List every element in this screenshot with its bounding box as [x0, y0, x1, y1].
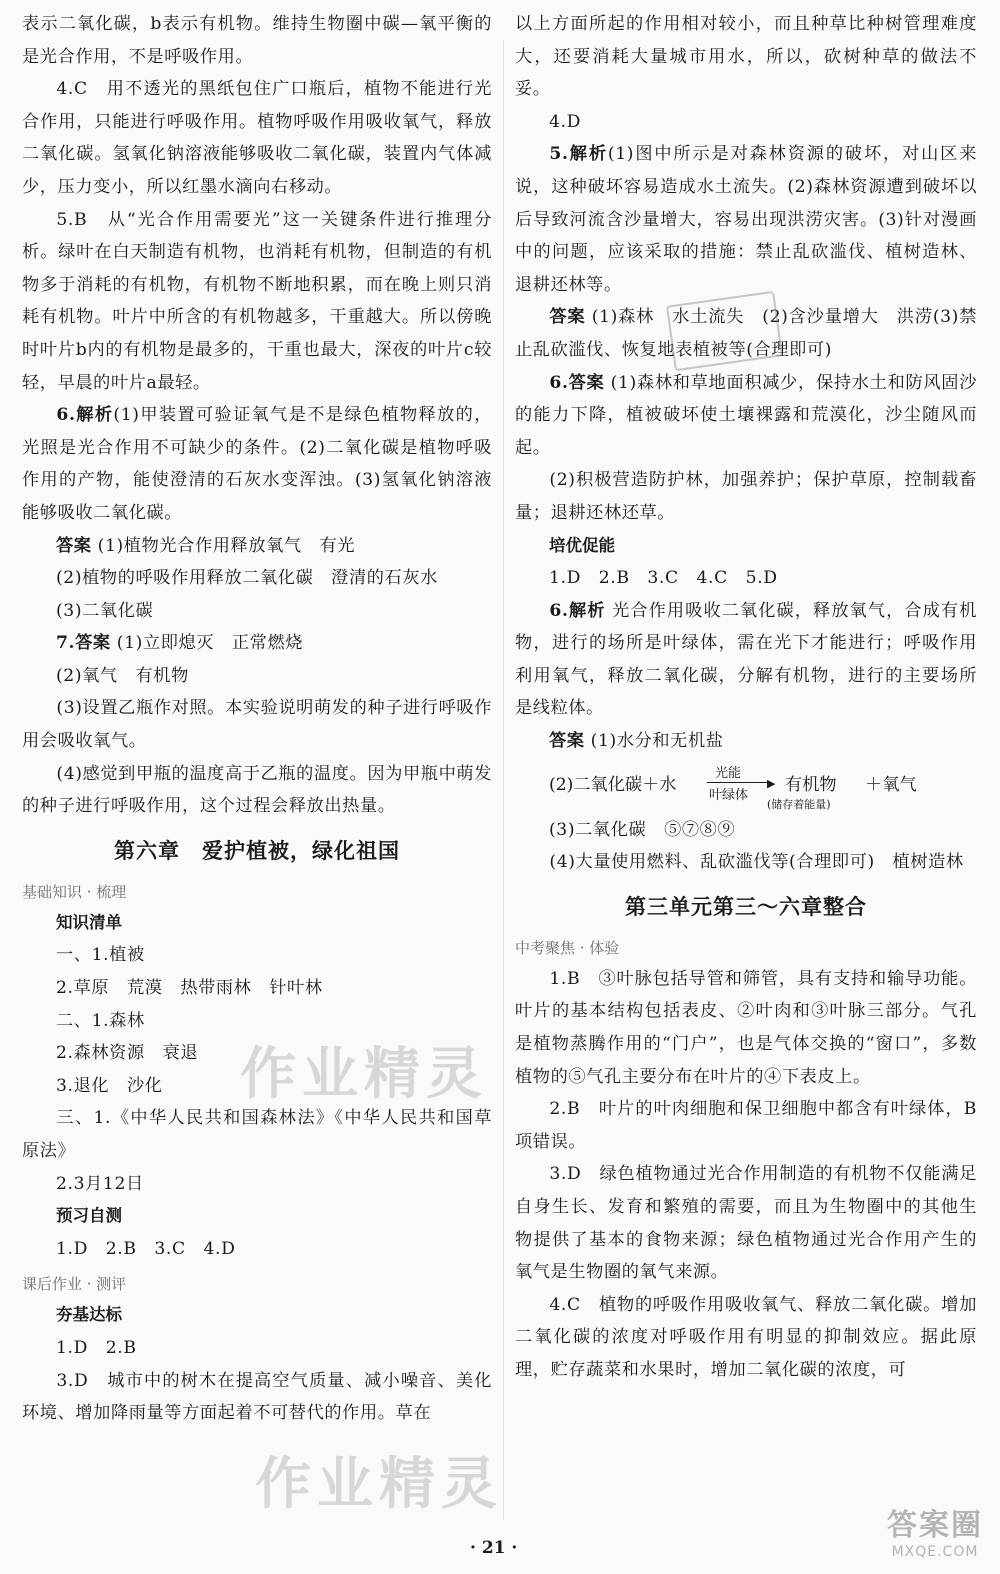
- exam-item-4: 4.C 植物的呼吸作用吸收氧气、释放二氧化碳。增加二氧化碳的浓度对呼吸作用有明显的抑制效应。据此原理，贮存蔬菜和水果时，增加二氧化碳的浓度，可: [515, 1294, 977, 1380]
- paragraph: 表示二氧化碳，b表示有机物。维持生物圈中碳—氧平衡的是光合作用，不是呼吸作用。: [22, 14, 492, 67]
- site-logo: [880, 1500, 990, 1560]
- answer-item-6b: [515, 595, 977, 725]
- section-tag: 中考聚焦 · 体验: [515, 938, 620, 957]
- item-text: (1)甲装置可验证氧气是不是绿色植物释放的，光照是光合作用不可缺少的条件。(2)二氧化碳是植物呼吸作用的产物，能使澄清的石灰水变浑浊。(3)氢氧化钠溶液能够吸收二氧化碳。: [22, 405, 492, 523]
- subsection-title: 知识清单: [56, 912, 122, 932]
- answer-item-4: 4.C 用不透光的黑纸包住广口瓶后，植物不能进行光合作用，只能进行呼吸作用。植物呼吸作用吸收氧气，释放二氧化碳。氢氧化钠溶液能够吸收二氧化碳，装置内气体减少，压力变小，所以红墨水滴向右移动。: [22, 79, 492, 197]
- formula-reactants: (2)二氧化碳＋水: [549, 774, 677, 795]
- subsection-title: 夯基达标: [56, 1305, 122, 1325]
- answer-item-5: 5.B 从“光合作用需要光”这一关键条件进行推理分析。绿叶在白天制造有机物，也消耗有机物，但制造的有机物多于消耗的有机物，有机物不断地积累，而在晚上则只消耗有机物。叶片中所含的有机物越多，干重越大。所以傍晚时叶片b内的有机物是最多的，干重也最大，深夜的叶片c较轻，早晨的叶片a最轻。: [22, 209, 492, 393]
- page-number: · 21 ·: [470, 1538, 518, 1558]
- exam-item-1: 1.B ③叶脉包括导管和筛管，具有支持和输导功能。叶片的基本结构包括表皮、②叶肉和③叶脉三部分。气孔是植物蒸腾作用的“门户”，也是气体交换的“窗口”，多数植物的⑤气孔主要分布在叶片的④下表皮上。: [515, 968, 977, 1087]
- answer-line: [22, 530, 492, 563]
- answer-text: (1)立即熄灭 正常燃烧: [116, 633, 304, 654]
- left-column: [22, 8, 492, 1430]
- item-text: (1)图中所示是对森林资源的破坏，对山区来说，这种破坏容易造成水土流失。(2)森林资源遭到破坏以后导致河流含沙量增大，容易出现洪涝灾害。(3)针对漫画中的问题，应该采取的措施：禁止乱砍滥伐、植树造林、退耕还林等。: [515, 144, 977, 295]
- column-divider: [503, 40, 504, 1520]
- answer-line: (4)感觉到甲瓶的温度高于乙瓶的温度。因为甲瓶中萌发的种子进行呼吸作用，这个过程会释放出热量。: [22, 763, 492, 817]
- arrow-head-icon: ▶: [767, 776, 776, 790]
- answer-item-3: 3.D 城市中的树木在提高空气质量、减小噪音、美化环境、增加降雨量等方面起着不可替代的作用。草在: [22, 1370, 492, 1424]
- list-item: 2.草原 荒漠 热带雨林 针叶林: [56, 978, 323, 999]
- answer-label: 答案: [549, 307, 586, 328]
- watermark: 作业精灵: [255, 1452, 503, 1517]
- unit-title: 第三单元第三～六章整合: [625, 894, 867, 919]
- watermark: 作业精灵: [240, 1042, 488, 1107]
- answer-line: (2)积极营造防护林，加强养护；保护草原，控制载畜量；退耕还林还草。: [515, 470, 977, 523]
- list-item: 2.3月12日: [56, 1173, 144, 1194]
- answer-line: [22, 627, 492, 660]
- answer-item-6: [515, 367, 977, 465]
- answer-text: (1)植物光合作用释放氧气 有光: [97, 535, 356, 556]
- item-text: 光合作用吸收二氧化碳，释放氧气，合成有机物，进行的场所是叶绿体，需在光下才能进行；呼吸作用利用氧气，释放二氧化碳，分解有机物，进行的主要场所是线粒体。: [515, 600, 977, 719]
- photosynthesis-formula: [515, 762, 977, 814]
- answer-label: 答案: [56, 535, 92, 556]
- exam-item-3: 3.D 绿色植物通过光合作用制造的有机物不仅能满足自身生长、发育和繁殖的需要，而且为生物圈中的其他生物提供了基本的食物来源；绿色植物通过光合作用产生的氧气是生物圈的氧气来源。: [515, 1164, 977, 1283]
- answer-line: 1.D 2.B 3.C 4.C 5.D: [549, 568, 778, 589]
- answer-line: (4)大量使用燃料、乱砍滥伐等(合理即可) 植树造林: [549, 852, 964, 873]
- item-label: 5.解析: [549, 144, 608, 165]
- subsection-title: 培优促能: [549, 535, 615, 555]
- item-label: 6.解析: [549, 600, 606, 621]
- subsection-title: 预习自测: [56, 1206, 122, 1226]
- answer-line: (2)氧气 有机物: [56, 665, 189, 686]
- logo-text: 答案圈: [887, 1508, 983, 1543]
- answer-line: (2)植物的呼吸作用释放二氧化碳 澄清的石灰水: [56, 568, 438, 589]
- section-tag: 课后作业 · 测评: [22, 1275, 127, 1294]
- answer-line: 1.D 2.B: [56, 1337, 137, 1358]
- answer-item-5: [515, 138, 977, 301]
- answer-label: 6.答案: [549, 372, 605, 393]
- answer-line: (3)设置乙瓶作对照。本实验说明萌发的种子进行呼吸作用会吸收氧气。: [22, 698, 492, 752]
- section-tag: 基础知识 · 梳理: [22, 882, 127, 901]
- formula-note: (储存着能量): [767, 797, 831, 811]
- list-item: 3.退化 沙化: [56, 1075, 163, 1096]
- formula-condition-top: 光能: [715, 765, 742, 781]
- answer-label: 答案: [549, 731, 585, 752]
- answer-line: 1.D 2.B 3.C 4.D: [56, 1238, 236, 1259]
- formula-condition-bottom: 叶绿体: [709, 787, 749, 803]
- chapter-title: 第六章 爱护植被，绿化祖国: [114, 838, 400, 863]
- exam-item-2: 2.B 叶片的叶肉细胞和保卫细胞中都含有叶绿体，B项错误。: [515, 1099, 977, 1152]
- reaction-arrow-icon: [707, 782, 769, 783]
- answer-text: (1)水分和无机盐: [590, 731, 724, 752]
- formula-product: 有机物: [785, 774, 837, 795]
- list-item: 2.森林资源 衰退: [56, 1043, 199, 1064]
- item-label: 6.解析: [56, 405, 114, 426]
- list-item: 一、1.植被: [56, 945, 145, 966]
- logo-url: MXQE.COM: [891, 1544, 979, 1560]
- answer-text: (1)森林和草地面积减少，保持水土和防风固沙的能力下降，植被破坏使土壤裸露和荒漠化，沙尘随风而起。: [515, 372, 977, 458]
- formula-product-2: ＋氧气: [865, 774, 917, 795]
- answer-line: (3)二氧化碳: [56, 600, 154, 621]
- answer-label: 7.答案: [56, 633, 111, 654]
- right-column: [515, 8, 977, 1387]
- paragraph: 以上方面所起的作用相对较小，而且种草比种树管理难度大，还要消耗大量城市用水，所以，砍树种草的做法不妥。: [515, 14, 977, 100]
- answer-item-4: 4.D: [549, 111, 581, 132]
- list-item: 三、1.《中华人民共和国森林法》《中华人民共和国草原法》: [22, 1108, 492, 1161]
- list-item: 二、1.森林: [56, 1010, 145, 1031]
- answer-line: [515, 725, 977, 758]
- answer-text: (1)森林 水土流失 (2)含沙量增大 洪涝(3)禁止乱砍滥伐、恢复地表植被等(合理即可): [515, 307, 977, 360]
- answer-item-6: [22, 399, 492, 529]
- answer-line: (3)二氧化碳 ⑤⑦⑧⑨: [549, 819, 736, 840]
